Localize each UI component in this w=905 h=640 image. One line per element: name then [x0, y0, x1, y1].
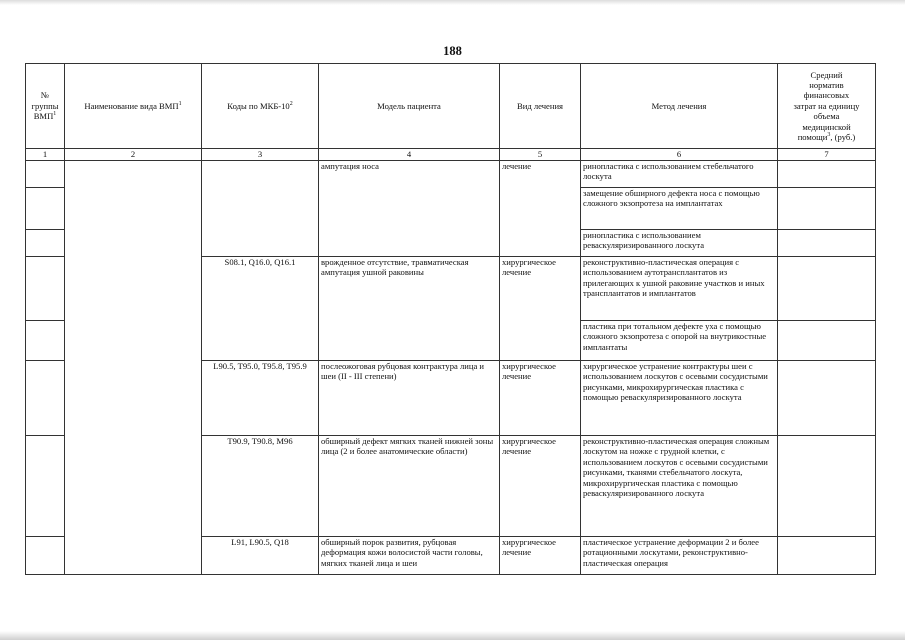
header-treatment-type: Вид лечения	[500, 64, 581, 149]
cell-treatment-method: ринопластика с использованием реваскуляризированного лоскута	[581, 230, 778, 257]
cell-group-number	[26, 436, 65, 537]
cell-group-number	[26, 537, 65, 575]
cell-icd-codes: L90.5, T95.0, T95.8, T95.9	[202, 361, 319, 436]
cell-group-number	[26, 257, 65, 321]
header-icd-codes: Коды по МКБ-$10^2$	[202, 64, 319, 149]
cell-group-number	[26, 161, 65, 188]
cell-patient-model: обширный дефект мягких тканей нижней зоны лица (2 и более анатомические области)	[319, 436, 500, 537]
scan-edge-top	[0, 0, 905, 5]
cell-group-number	[26, 361, 65, 436]
cell-treatment-method: хирургическое устранение контрактуры шеи с использованием лоскутов с осевыми сосудистыми рисунками, микрохирургическая пластика с помощью реваскуляризированного лоскута	[581, 361, 778, 436]
cell-treatment-method: ринопластика с использованием стебельчатого лоскута	[581, 161, 778, 188]
cell-treatment-method: реконструктивно-пластическая операция сложным лоскутом на ножке с грудной клетки, с использованием лоскутов с осевыми сосудистыми рисунками, тканями стебельчатого лоскута, микрохирургическая пластика с помощью реваскуляризированного лоскута	[581, 436, 778, 537]
cell-icd-codes	[202, 161, 319, 257]
cell-cost	[778, 361, 876, 436]
column-number: 4	[319, 149, 500, 161]
cell-cost	[778, 188, 876, 230]
table-row	[26, 161, 876, 188]
cell-cost	[778, 436, 876, 537]
column-number-row	[26, 149, 876, 161]
header-vmp-name: Наименование вида ВМП$^1$	[65, 64, 202, 149]
cell-treatment-type: хирургическое лечение	[500, 537, 581, 575]
column-number: 6	[581, 149, 778, 161]
cell-cost	[778, 230, 876, 257]
column-number: 7	[778, 149, 876, 161]
cell-vmp-name	[65, 161, 202, 575]
cell-group-number	[26, 321, 65, 361]
cell-treatment-method: пластика при тотальном дефекте уха с помощью сложного экзопротеза с опорой на внутрикостные имплантаты	[581, 321, 778, 361]
cell-treatment-method: замещение обширного дефекта носа с помощью сложного экзопротеза на имплантатах	[581, 188, 778, 230]
column-number: 1	[26, 149, 65, 161]
header-group-number: № группы ВМП$^1$	[26, 64, 65, 149]
cell-group-number	[26, 188, 65, 230]
cell-patient-model: ампутация носа	[319, 161, 500, 257]
cell-icd-codes: S08.1, Q16.0, Q16.1	[202, 257, 319, 361]
column-number: 5	[500, 149, 581, 161]
page-number: 188	[443, 44, 462, 58]
cell-patient-model: послеожоговая рубцовая контрактура лица и шеи (II - III степени)	[319, 361, 500, 436]
cell-icd-codes: L91, L90.5, Q18	[202, 537, 319, 575]
header-cost-norm: Средний норматив финансовых затрат на единицу объема медицинской помощи$^3$, (руб.)	[778, 64, 876, 149]
column-number: 2	[65, 149, 202, 161]
header-patient-model: Модель пациента	[319, 64, 500, 149]
cell-icd-codes: T90.9, T90.8, M96	[202, 436, 319, 537]
cell-treatment-method: пластическое устранение деформации 2 и более ротационными лоскутами, реконструктивно-пластическая операция	[581, 537, 778, 575]
scan-edge-bottom	[0, 631, 905, 640]
vmp-table	[25, 63, 876, 575]
cell-patient-model: обширный порок развития, рубцовая деформация кожи волосистой части головы, мягких тканей лица и шеи	[319, 537, 500, 575]
header-row	[26, 64, 876, 149]
cell-treatment-type: лечение	[500, 161, 581, 257]
cell-cost	[778, 321, 876, 361]
cell-group-number	[26, 230, 65, 257]
cell-cost	[778, 257, 876, 321]
cell-treatment-type: хирургическое лечение	[500, 257, 581, 361]
cell-cost	[778, 161, 876, 188]
header-treatment-method: Метод лечения	[581, 64, 778, 149]
cell-patient-model: врожденное отсутствие, травматическая ампутация ушной раковины	[319, 257, 500, 361]
cell-treatment-type: хирургическое лечение	[500, 436, 581, 537]
cell-cost	[778, 537, 876, 575]
column-number: 3	[202, 149, 319, 161]
cell-treatment-method: реконструктивно-пластическая операция с использованием аутотрансплантатов из прилегающих к ушной раковине участков и иных трансплантатов и имплантатов	[581, 257, 778, 321]
cell-treatment-type: хирургическое лечение	[500, 361, 581, 436]
